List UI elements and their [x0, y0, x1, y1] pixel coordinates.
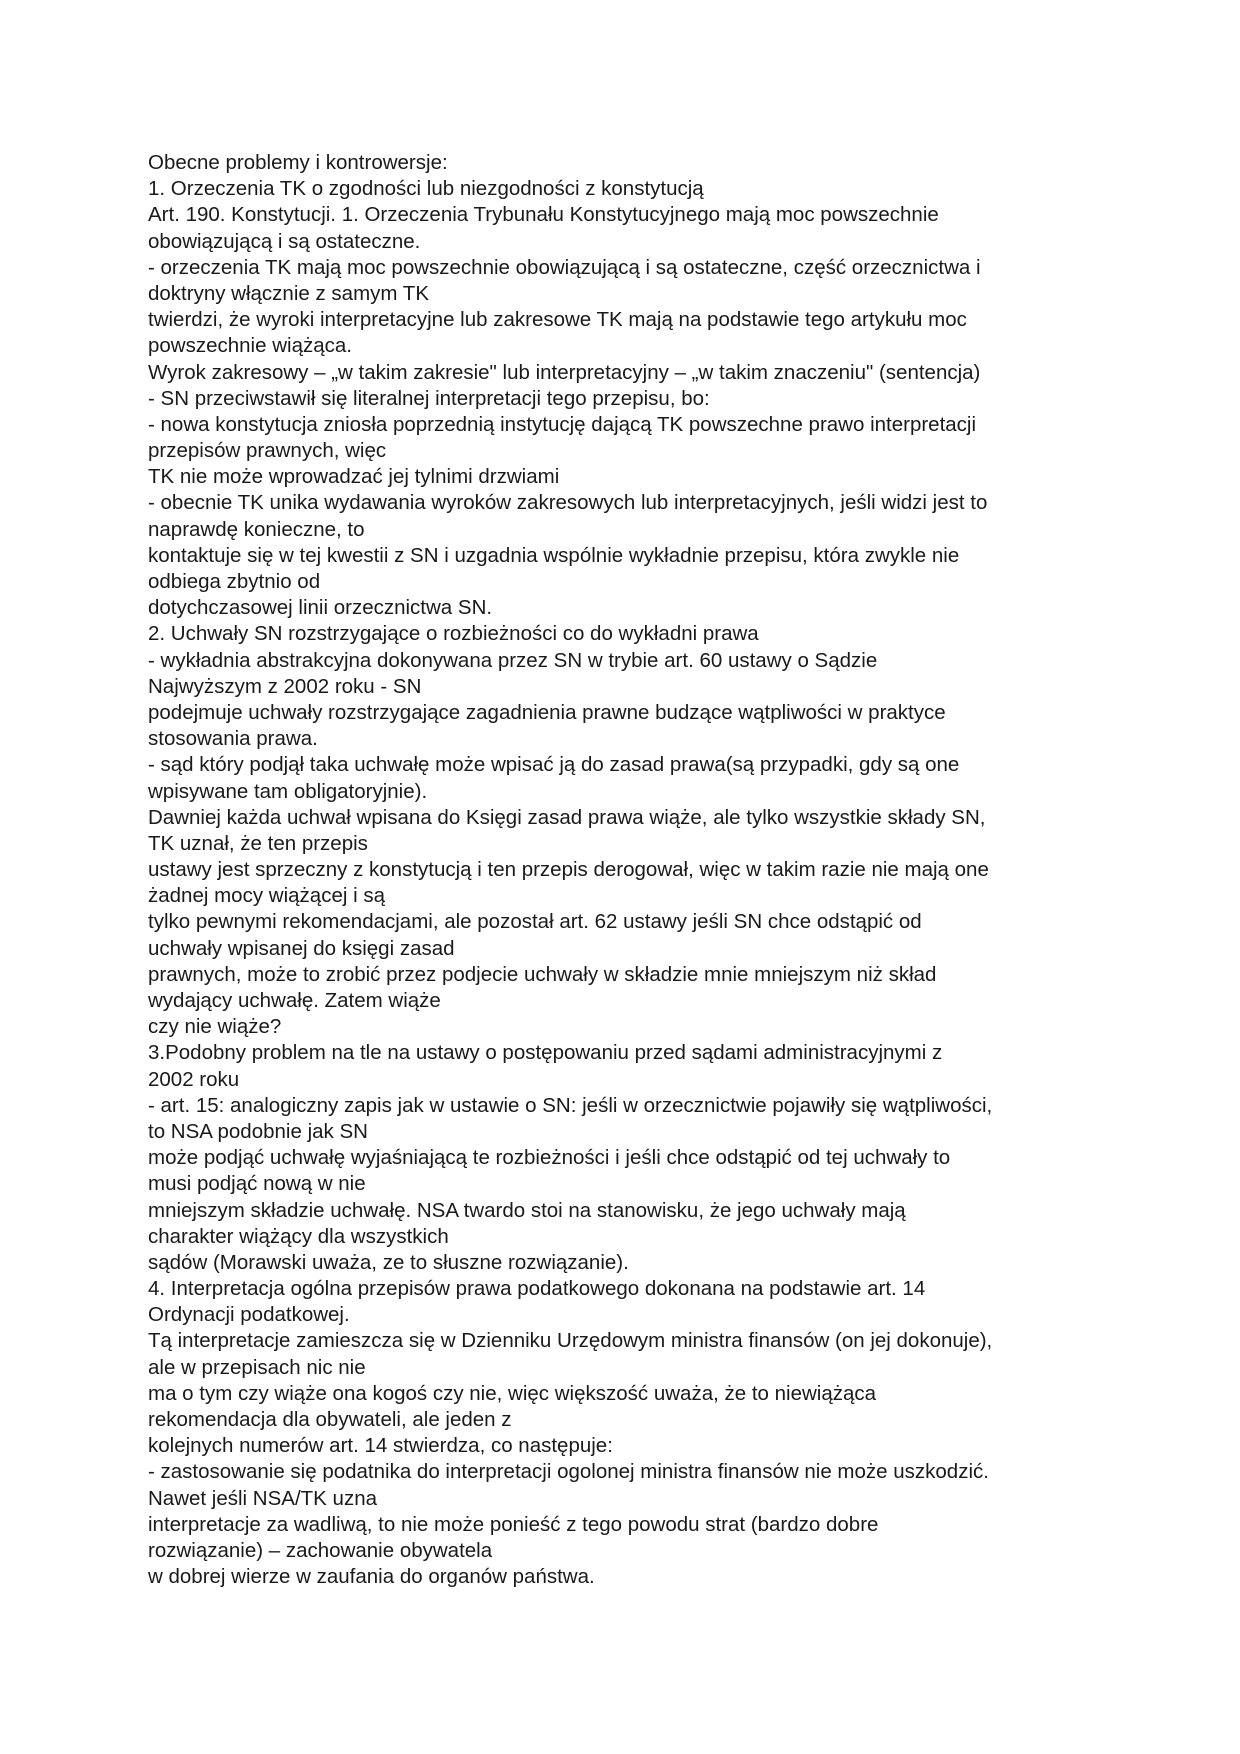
text-line: żadnej mocy wiążącej i są [148, 884, 385, 908]
text-line: obowiązującą i są ostateczne. [148, 229, 421, 253]
text-line: prawnych, może to zrobić przez podjecie uchwały w składzie mnie mniejszym niż skład [148, 962, 937, 986]
text-line: odbiega zbytnio od [148, 570, 321, 593]
text-line: uchwały wpisanej do księgi zasad [148, 936, 455, 960]
text-line: mniejszym składzie uchwałę. NSA twardo stoi na stanowisku, że jego uchwały mają [148, 1198, 906, 1222]
text-line: Obecne problemy i kontrowersje: [148, 151, 448, 174]
text-line: stosowania prawa. [148, 727, 318, 751]
text-line: wydający uchwałę. Zatem wiąże [148, 989, 441, 1012]
text-line: tylko pewnymi rekomendacjami, ale pozostał art. 62 ustawy jeśli SN chce odstąpić od [148, 910, 922, 934]
text-line: to NSA podobnie jak SN [148, 1119, 368, 1143]
text-line: w dobrej wierze w zaufania do organów państwa. [148, 1565, 595, 1589]
text-line: Tą interpretacje zamieszcza się w Dzienniku Urzędowym ministra finansów (on jej dokonuje), [148, 1329, 993, 1353]
text-line: naprawdę konieczne, to [148, 517, 365, 541]
text-line: musi podjąć nową w nie [148, 1172, 366, 1196]
text-line: TK uznał, że ten przepis [148, 831, 368, 855]
text-line: Dawniej każda uchwał wpisana do Księgi zasad prawa wiąże, ale tylko wszystkie składy SN, [148, 805, 986, 829]
text-line: dotychczasowej linii orzecznictwa SN. [148, 596, 493, 620]
text-line: - obecnie TK unika wydawania wyroków zakresowych lub interpretacyjnych, jeśli widzi jest to [148, 491, 988, 515]
text-line: - art. 15: analogiczny zapis jak w ustawie o SN: jeśli w orzecznictwie pojawiły się wątpliwości, [148, 1093, 993, 1117]
text-line: twierdzi, że wyroki interpretacyjne lub zakresowe TK mają na podstawie tego artykułu moc [148, 308, 967, 332]
text-line: Najwyższym z 2002 roku - SN [148, 674, 422, 698]
text-line: może podjąć uchwałę wyjaśniającą te rozbieżności i jeśli chce odstąpić od tej uchwały to [148, 1146, 951, 1170]
text-line: doktryny włącznie z samym TK [148, 281, 430, 305]
text-line: Ordynacji podatkowej. [148, 1303, 350, 1327]
text-line: ma o tym czy wiąże ona kogoś czy nie, więc większość uważa, że to niewiążąca [148, 1381, 877, 1405]
text-line: TK nie może wprowadzać jej tylnimi drzwiami [148, 465, 560, 489]
text-line: kontaktuje się w tej kwestii z SN i uzgadnia wspólnie wykładnie przepisu, która zwykle nie [148, 543, 960, 567]
text-line: Art. 190. Konstytucji. 1. Orzeczenia Trybunału Konstytucyjnego mają moc powszechnie [148, 203, 939, 227]
text-line: - SN przeciwstawił się literalnej interpretacji tego przepisu, bo: [148, 386, 710, 410]
text-line: wpisywane tam obligatoryjnie). [148, 779, 428, 803]
text-line: ale w przepisach nic nie [148, 1355, 366, 1379]
text-line: czy nie wiąże? [148, 1015, 282, 1039]
text-line: Nawet jeśli NSA/TK uzna [148, 1486, 378, 1510]
text-line: przepisów prawnych, więc [148, 439, 387, 463]
text-line: Wyrok zakresowy – „w takim zakresie" lub interpretacyjny – „w takim znaczeniu" (sentencja) [148, 360, 981, 384]
text-line: - nowa konstytucja zniosła poprzednią instytucję dającą TK powszechne prawo interpretacji [148, 412, 977, 436]
text-line: - orzeczenia TK mają moc powszechnie obowiązującą i są ostateczne, część orzecznictwa i [148, 255, 981, 279]
text-line: podejmuje uchwały rozstrzygające zagadnienia prawne budzące wątpliwości w praktyce [148, 700, 946, 724]
text-line: ustawy jest sprzeczny z konstytucją i ten przepis derogował, więc w takim razie nie mają one [148, 858, 989, 882]
text-line: charakter wiążący dla wszystkich [148, 1224, 449, 1248]
text-line: 2002 roku [148, 1067, 240, 1091]
text-line: 1. Orzeczenia TK o zgodności lub niezgodności z konstytucją [148, 177, 704, 201]
text-line: interpretacje za wadliwą, to nie może ponieść z tego powodu strat (bardzo dobre [148, 1512, 879, 1536]
text-line: powszechnie wiążąca. [148, 334, 352, 358]
text-line: - sąd który podjął taka uchwałę może wpisać ją do zasad prawa(są przypadki, gdy są one [148, 753, 960, 777]
text-line: sądów (Morawski uważa, ze to słuszne rozwiązanie). [148, 1250, 629, 1274]
text-line: 2. Uchwały SN rozstrzygające o rozbieżności co do wykładni prawa [148, 622, 759, 646]
document-body [148, 150, 1108, 1590]
text-line: rekomendacja dla obywateli, ale jeden z [148, 1408, 512, 1431]
text-line: 3.Podobny problem na tle na ustawy o postępowaniu przed sądami administracyjnymi z [148, 1041, 943, 1065]
text-line: - zastosowanie się podatnika do interpretacji ogolonej ministra finansów nie może uszkodzić. [148, 1460, 989, 1484]
text-line: 4. Interpretacja ogólna przepisów prawa podatkowego dokonana na podstawie art. 14 [148, 1277, 926, 1301]
text-line: - wykładnia abstrakcyjna dokonywana przez SN w trybie art. 60 ustawy o Sądzie [148, 648, 878, 672]
text-line: kolejnych numerów art. 14 stwierdza, co następuje: [148, 1434, 613, 1458]
text-line: rozwiązanie) – zachowanie obywatela [148, 1538, 493, 1562]
